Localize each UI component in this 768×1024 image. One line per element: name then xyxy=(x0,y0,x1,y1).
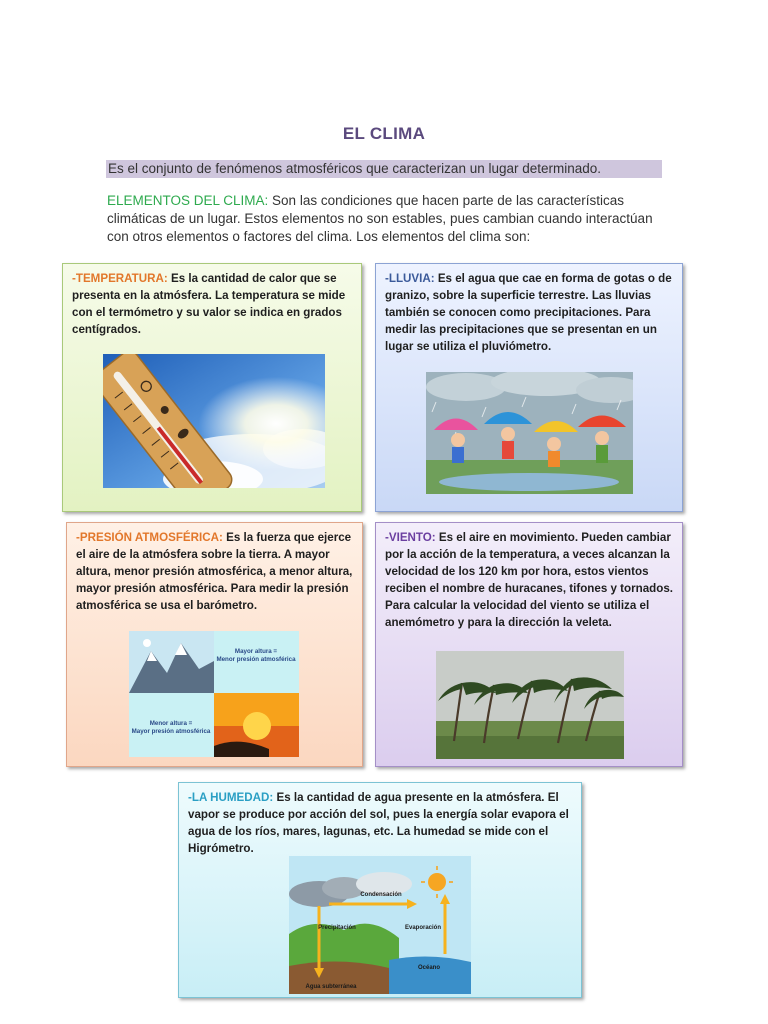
card-presion-text xyxy=(76,529,353,614)
card-lluvia xyxy=(375,263,683,512)
label-oceano: Océano xyxy=(417,965,441,971)
card-viento xyxy=(375,522,683,767)
card-temperatura xyxy=(62,263,362,512)
pressure-label-bottom-2: Mayor presión atmosférica xyxy=(131,728,211,735)
card-lluvia-body: Es el agua que cae en forma de gotas o de granizo, sobre la superficie terrestre. Las lluvias también se conocen como precipitaciones. Para medir las precipitaciones que se presentan en un lugar se utiliza el pluviómetro. xyxy=(385,272,672,353)
label-evaporacion: Evaporación xyxy=(404,925,442,931)
water-cycle-image xyxy=(289,856,471,994)
thermometer-image xyxy=(103,354,325,488)
card-temperatura-heading: -TEMPERATURA: xyxy=(72,272,168,285)
windy-palms-image xyxy=(436,651,624,759)
card-humedad-heading: -LA HUMEDAD: xyxy=(188,791,274,804)
card-viento-body: Es el aire en movimiento. Pueden cambiar por la acción de la temperatura, a veces alcanzan la velocidad de los 120 km por hora, estos vientos reciben el nombre de huracanes, tifones y tornados. Para calcular la velocidad del viento se utiliza el anemómetro y para la dirección la veleta. xyxy=(385,531,673,629)
label-condensacion: Condensación xyxy=(360,892,402,898)
card-viento-heading: -VIENTO: xyxy=(385,531,436,544)
pressure-label-top-1: Mayor altura = xyxy=(234,648,278,655)
intro-heading: ELEMENTOS DEL CLIMA: xyxy=(107,193,269,208)
card-humedad-text xyxy=(188,789,572,857)
card-humedad xyxy=(178,782,582,998)
card-lluvia-heading: -LLUVIA: xyxy=(385,272,435,285)
card-presion-body: Es la fuerza que ejerce el aire de la atmósfera sobre la tierra. A mayor altura, menor presión atmosférica, a menor altura, mayor presión atmosférica. Para medir la presión atmosférica se usa el barómetro. xyxy=(76,531,353,612)
pressure-label-top-2: Menor presión atmosférica xyxy=(216,656,296,663)
card-humedad-body: Es la cantidad de agua presente en la atmósfera. El vapor se produce por acción del sol, pues la energía solar evapora el agua de los ríos, mares, lagunas, etc. La humedad se mide con el Higrómetro. xyxy=(188,791,569,855)
card-temperatura-text xyxy=(72,270,352,338)
intro-paragraph xyxy=(107,192,667,246)
label-precipitacion: Precipitación xyxy=(318,925,356,931)
card-presion-heading: -PRESIÓN ATMOSFÉRICA: xyxy=(76,531,223,544)
rain-children-image xyxy=(426,372,633,494)
page-title: EL CLIMA xyxy=(342,124,426,143)
pressure-label-bottom-1: Menor altura = xyxy=(149,720,193,727)
label-agua-subterranea: Agua subterránea xyxy=(305,984,357,990)
definition-highlight: Es el conjunto de fenómenos atmosféricos que caracterizan un lugar determinado. xyxy=(106,160,662,178)
intro-text: Son las condiciones que hacen parte de las características climáticas de un lugar. Estos elementos no son estables, pues cambian cuando interactúan con otros elementos o factores del clima. Los elementos del clima son: xyxy=(107,193,653,244)
card-viento-text xyxy=(385,529,673,631)
card-temperatura-body: Es la cantidad de calor que se presenta en la atmósfera. La temperatura se mide con el termómetro y su valor se indica en grados centígrados. xyxy=(72,272,346,336)
card-lluvia-text xyxy=(385,270,673,355)
pressure-diagram-image xyxy=(129,631,299,757)
card-presion xyxy=(66,522,363,767)
